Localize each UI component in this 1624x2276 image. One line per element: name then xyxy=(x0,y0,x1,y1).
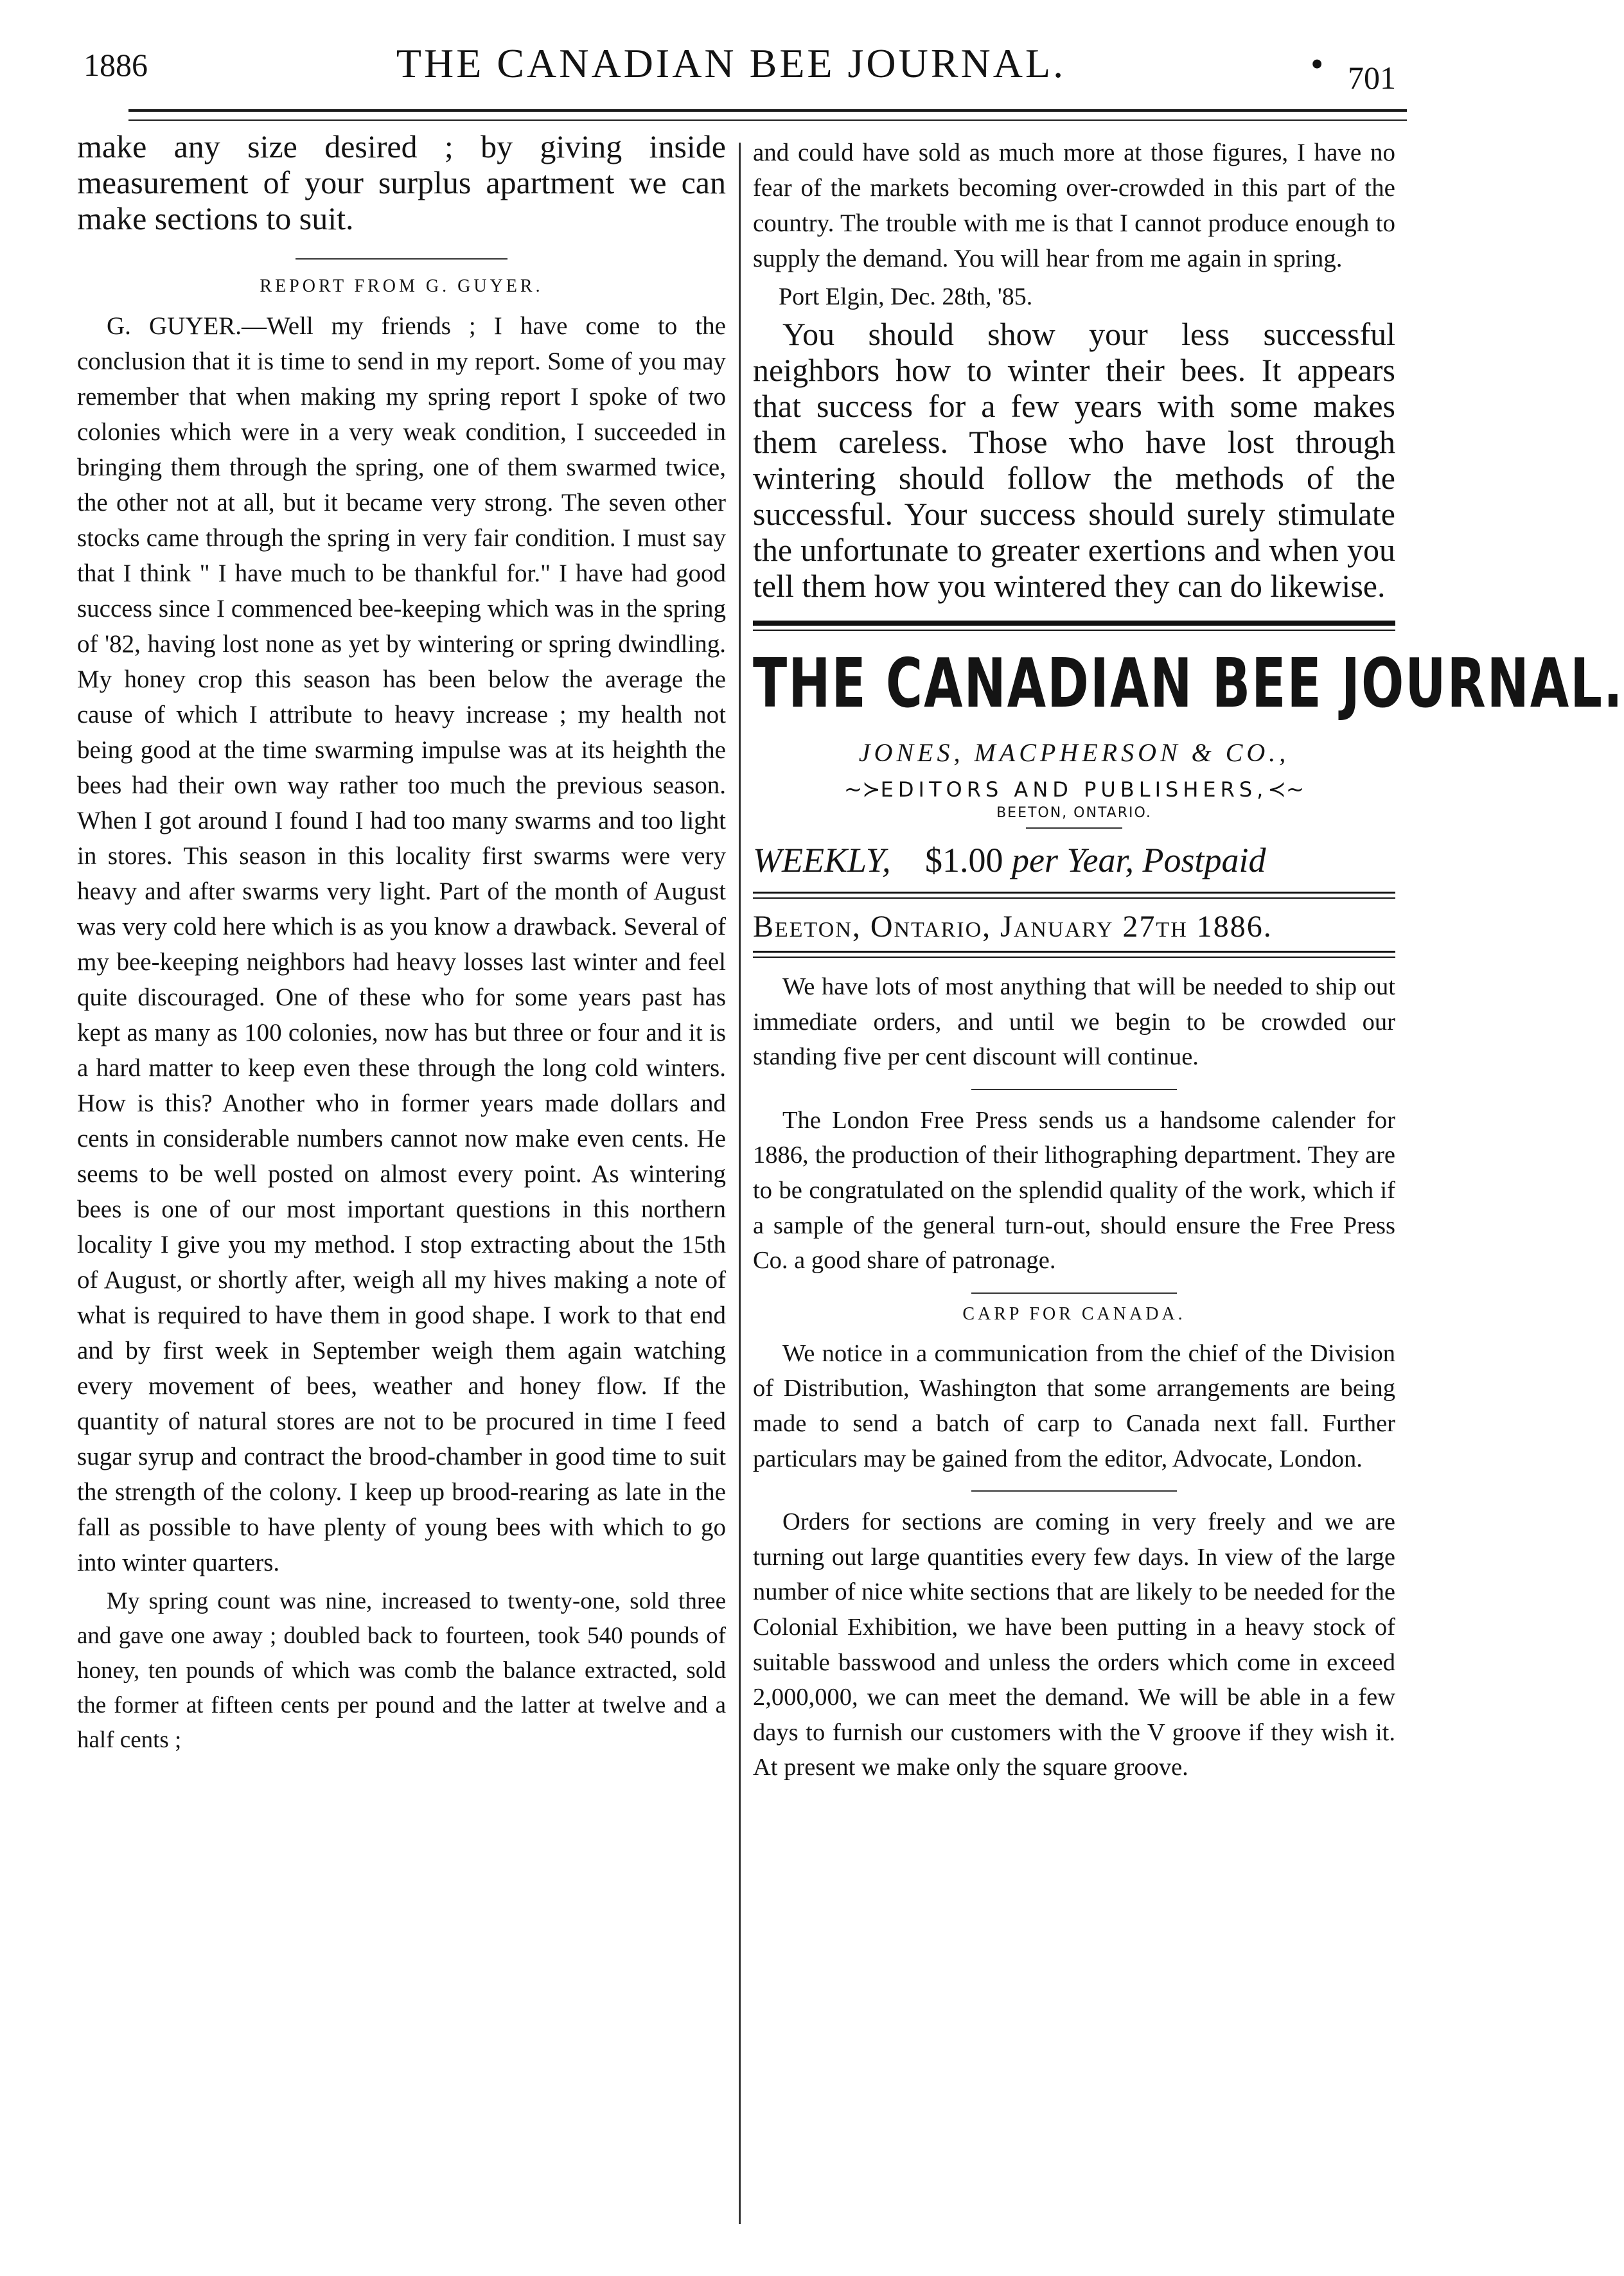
opening-paragraph: make any size desired ; by giving inside measurement of your surplus apartment we can make sections to suit. xyxy=(77,128,726,236)
section-divider xyxy=(971,1089,1177,1090)
report-continuation: and could have sold as much more at those figures, I have no fear of the markets becoming over-crowded in this part of the country. The trouble with me is that I cannot produce enough to supply the demand. You will hear from me again in spring. xyxy=(753,139,1395,272)
masthead-rule xyxy=(753,957,1395,958)
editorial-note: You should show your less successful neighbors how to winter their bees. It appears that success for a few years with some makes them careless. Those who have lost through wintering should follow the methods of the successful. Your success should surely stimulate the unfortunate to greater exertions and when you tell them how you wintered they can do likewise. xyxy=(753,316,1395,604)
flourish-right-icon: ≺~ xyxy=(1267,777,1305,802)
masthead xyxy=(753,621,1624,958)
section-divider xyxy=(296,258,508,260)
left-column xyxy=(77,128,726,1758)
masthead-subscription xyxy=(753,840,1395,880)
masthead-short-rule xyxy=(1026,827,1122,829)
masthead-rule xyxy=(753,951,1395,953)
masthead-editors-label: EDITORS AND PUBLISHERS, xyxy=(880,777,1268,802)
section-divider xyxy=(971,1490,1177,1492)
report-paragraph: My spring count was nine, increased to twenty-one, sold three and gave one away ; doubled back to fourteen, took 540 pounds of honey, ten pounds of which was comb the balance extracted, sold the former at fifteen cents per pound and the latter at twelve and a half cents ; xyxy=(77,1588,726,1753)
masthead-publisher: JONES, MACPHERSON & CO., xyxy=(858,738,1290,767)
masthead-rule xyxy=(753,630,1395,631)
page-number: 701 xyxy=(1348,60,1396,96)
masthead-rule xyxy=(753,892,1395,894)
masthead-price: $1.00 xyxy=(925,841,1003,879)
sections-paragraph: Orders for sections are coming in very freely and we are turning out large quantities every few days. In view of the large number of nice white sections that are likely to be needed for the Colonial Exhibition, we have been putting in a heavy stock of suitable basswood and unless the orders which come in exceed 2,000,000, we can meet the demand. We will be able in a few days to furnish our customers with the V groove if they wish it. At present we make only the square groove. xyxy=(753,1508,1395,1781)
report-heading: REPORT FROM G. GUYER. xyxy=(260,276,543,296)
section-divider xyxy=(971,1292,1177,1294)
orders-paragraph: We have lots of most anything that will be needed to ship out immediate orders, and until we begin to be crowded our standing five per cent discount will continue. xyxy=(753,973,1395,1071)
masthead-rule xyxy=(753,897,1395,899)
masthead-editors xyxy=(753,777,1395,802)
header-year: 1886 xyxy=(84,47,148,83)
masthead-weekly: WEEKLY, xyxy=(753,841,891,879)
header-rule-thick xyxy=(128,109,1407,112)
header-mark: • xyxy=(1311,43,1324,85)
carp-paragraph: We notice in a communication from the chief of the Division of Distribution, Washington that some arrangements are being made to send a batch of carp to Canada next fall. Further particulars may be gained from the editor, Advocate, London. xyxy=(753,1339,1395,1472)
masthead-title: THE CANADIAN BEE JOURNAL. xyxy=(753,645,1624,723)
header-rule-thin xyxy=(128,119,1407,121)
flourish-left-icon: ~≻ xyxy=(843,777,881,802)
calendar-paragraph: The London Free Press sends us a handsome calender for 1886, the production of their lithographing department. They are to be congratulated on the splendid quality of the work, which if a sample of the general turn-out, should ensure the Free Press Co. a good share of patronage. xyxy=(753,1106,1395,1275)
masthead-dateline: Beeton, Ontario, January 27th 1886. xyxy=(753,910,1273,944)
right-column xyxy=(753,135,1624,1785)
masthead-price-terms: per Year, Postpaid xyxy=(1012,841,1266,879)
report-paragraph: G. GUYER.—Well my friends ; I have come to the conclusion that it is time to send in my report. Some of you may remember that when making my spring report I spoke of two colonies which were in a very weak condition, I succeeded in bringing them through the spring, one of them swarmed twice, the other not at all, but it became very strong. The seven other stocks came through the spring in very fair condition. I must say that I think " I have much to be thankful for." I have had good success since I commenced bee-keeping which was in the spring of '82, having lost none as yet by wintering or spring dwindling. My honey crop this season has been below the average the cause of which I attribute to heavy increase ; my health not being good at the time swarming impulse was at its heighth the bees had their own way rather too much the previous season. When I got around I found I had too many swarms and too light in stores. This season in this locality first swarms were very heavy and after swarms very light. Part of the month of August was very cold here which is as you know a drawback. Several of my bee-keeping neighbors had heavy losses last winter and feel quite discouraged. One of these who for some years past has kept as many as 100 colonies, now has but three or four and it is a hard matter to keep even these through the long cold winters. How is this? Another who in former years made dollars and cents in considerable numbers cannot now make even cents. He seems to be well posted on almost every point. As wintering bees is one of our most important questions in this northern locality I give you my method. I stop extracting about the 15th of August, or shortly after, weigh all my hives making a note of what is required to have them in good shape. I work to that end and by first week in September weigh them again watching every movement of bees, weather and honey flow. If the quantity of natural stores are not to be procured in time I feed sugar syrup and contract the brood-chamber in good time to suit the strength of the colony. I keep up brood-rearing as late in the fall as possible to have plenty of young bees with which to go into winter quarters. xyxy=(77,312,726,1576)
masthead-place: BEETON, ONTARIO. xyxy=(996,805,1152,821)
carp-heading: CARP FOR CANADA. xyxy=(962,1303,1186,1324)
report-signature: Port Elgin, Dec. 28th, '85. xyxy=(779,283,1033,310)
column-divider xyxy=(739,143,741,2224)
masthead-rule xyxy=(753,621,1395,626)
header-title: THE CANADIAN BEE JOURNAL. xyxy=(396,40,1066,86)
